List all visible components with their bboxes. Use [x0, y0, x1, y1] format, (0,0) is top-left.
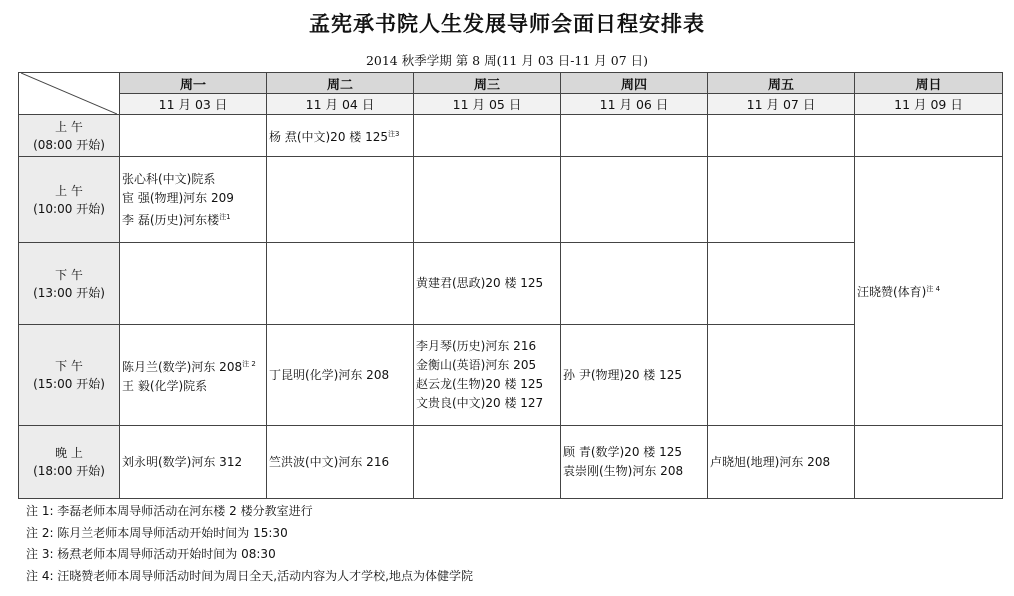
schedule-cell: [708, 325, 855, 426]
day-date: 11 月 09 日: [855, 94, 1003, 115]
mentor-entry: [122, 377, 264, 396]
mentor-text: 刘永明(数学)河东 312: [122, 454, 243, 469]
mentor-text: 张心科(中文)院系: [122, 171, 216, 186]
slot-name: 下 午: [55, 359, 83, 373]
mentor-text: 孙 尹(物理)20 楼 125: [563, 367, 682, 382]
mentor-text: 卢晓旭(地理)河东 208: [710, 454, 831, 469]
schedule-cell: [708, 243, 855, 325]
schedule-cell: [414, 426, 561, 499]
mentor-text: 袁崇刚(生物)河东 208: [563, 464, 684, 478]
footnote: 注 1: 李磊老师本周导师活动在河东楼 2 楼分教室进行: [26, 504, 313, 518]
schedule-cell: [120, 426, 267, 499]
day-date: 11 月 05 日: [414, 94, 561, 115]
schedule-cell: [855, 426, 1003, 499]
schedule-cell: [267, 115, 414, 157]
schedule-cell: [708, 115, 855, 157]
mentor-entry: [416, 394, 558, 413]
schedule-cell: [120, 115, 267, 157]
schedule-cell: [561, 157, 708, 243]
schedule-cell: [414, 157, 561, 243]
schedule-cell: [708, 157, 855, 243]
day-date: 11 月 03 日: [120, 94, 267, 115]
schedule-cell: [561, 115, 708, 157]
slot-name: 上 午: [55, 183, 83, 198]
day-header: 周日: [855, 73, 1003, 94]
mentor-text: 李月琴(历史)河东 216: [416, 339, 537, 353]
mentor-entry: [269, 453, 411, 472]
schedule-cell: [120, 157, 267, 243]
schedule-cell: [120, 325, 267, 426]
mentor-entry: [122, 208, 264, 230]
mentor-text: 顾 青(数学)20 楼 125: [563, 445, 682, 459]
page-title: 孟宪承书院人生发展导师会面日程安排表: [309, 12, 705, 36]
mentor-text: 黄建君(思政)20 楼 125: [416, 276, 544, 290]
schedule-cell: [414, 243, 561, 325]
time-slot-label: [19, 157, 120, 243]
schedule-cell: [561, 426, 708, 499]
mentor-text: 金衡山(英语)河东 205: [416, 358, 537, 372]
mentor-entry: [563, 366, 705, 385]
day-date: 11 月 04 日: [267, 94, 414, 115]
schedule-cell: [855, 115, 1003, 157]
mentor-entry: [563, 462, 705, 481]
mentor-entry: [416, 356, 558, 375]
corner-cell: [19, 73, 120, 115]
mentor-entry: [416, 274, 558, 293]
mentor-entry: [122, 355, 264, 377]
day-header: 周二: [267, 73, 414, 94]
schedule-cell: [414, 325, 561, 426]
note-marker: 注1: [219, 212, 231, 221]
mentor-entry: [416, 337, 558, 356]
schedule-cell: [267, 157, 414, 243]
mentor-entry: [710, 453, 852, 472]
mentor-text: 杨 焄(中文)20 楼 125: [269, 129, 388, 144]
slot-time: (10:00 开始): [33, 201, 105, 216]
note-marker: 注 2: [242, 359, 256, 368]
mentor-entry: [563, 443, 705, 462]
mentor-entry: [122, 189, 264, 208]
time-slot-label: [19, 426, 120, 499]
slot-name: 晚 上: [55, 446, 83, 460]
day-header: 周一: [120, 73, 267, 94]
diagonal-line: [21, 73, 117, 114]
note-marker: 注 4: [926, 285, 941, 293]
day-date: 11 月 06 日: [561, 94, 708, 115]
mentor-text: 丁昆明(化学)河东 208: [269, 367, 390, 382]
slot-name: 下 午: [55, 267, 83, 282]
schedule-cell-sunday: [855, 157, 1003, 426]
time-slot-label: [19, 325, 120, 426]
slot-time: (08:00 开始): [33, 137, 105, 152]
footnote: 注 4: 汪晓赞老师本周导师活动时间为周日全天,活动内容为人才学校,地点为体健学院: [26, 568, 473, 583]
mentor-entry: [122, 170, 264, 189]
schedule-cell: [120, 243, 267, 325]
time-slot-label: [19, 243, 120, 325]
footnotes: [26, 501, 473, 587]
schedule-table: [18, 72, 1003, 499]
mentor-text: 汪晓赞(体育): [857, 285, 927, 299]
day-header: 周三: [414, 73, 561, 94]
schedule-cell: [708, 426, 855, 499]
mentor-text: 宦 强(物理)河东 209: [122, 190, 234, 205]
mentor-text: 赵云龙(生物)20 楼 125: [416, 377, 544, 391]
mentor-entry: [857, 280, 1000, 302]
mentor-entry: [269, 366, 411, 385]
schedule-cell: [267, 426, 414, 499]
day-header: 周四: [561, 73, 708, 94]
schedule-cell: [561, 243, 708, 325]
footnote: 注 2: 陈月兰老师本周导师活动开始时间为 15:30: [26, 525, 288, 540]
mentor-text: 陈月兰(数学)河东 208: [122, 359, 243, 374]
mentor-entry: [416, 375, 558, 394]
mentor-text: 文贵良(中文)20 楼 127: [416, 396, 544, 410]
day-date: 11 月 07 日: [708, 94, 855, 115]
mentor-entry: [269, 125, 411, 147]
slot-time: (13:00 开始): [33, 285, 105, 300]
schedule-cell: [414, 115, 561, 157]
slot-time: (15:00 开始): [33, 377, 105, 391]
mentor-text: 竺洪波(中文)河东 216: [269, 454, 390, 469]
schedule-cell: [267, 243, 414, 325]
slot-name: 上 午: [55, 119, 83, 134]
schedule-cell: [267, 325, 414, 426]
slot-time: (18:00 开始): [33, 464, 105, 478]
mentor-text: 王 毅(化学)院系: [122, 378, 208, 393]
mentor-text: 李 磊(历史)河东楼: [122, 212, 220, 227]
page-subtitle: 2014 秋季学期 第 8 周(11 月 03 日-11 月 07 日): [365, 53, 649, 68]
time-slot-label: [19, 115, 120, 157]
schedule-cell: [561, 325, 708, 426]
day-header: 周五: [708, 73, 855, 94]
mentor-entry: [122, 453, 264, 472]
footnote: 注 3: 杨焄老师本周导师活动开始时间为 08:30: [26, 547, 276, 561]
note-marker: 注3: [387, 129, 400, 138]
